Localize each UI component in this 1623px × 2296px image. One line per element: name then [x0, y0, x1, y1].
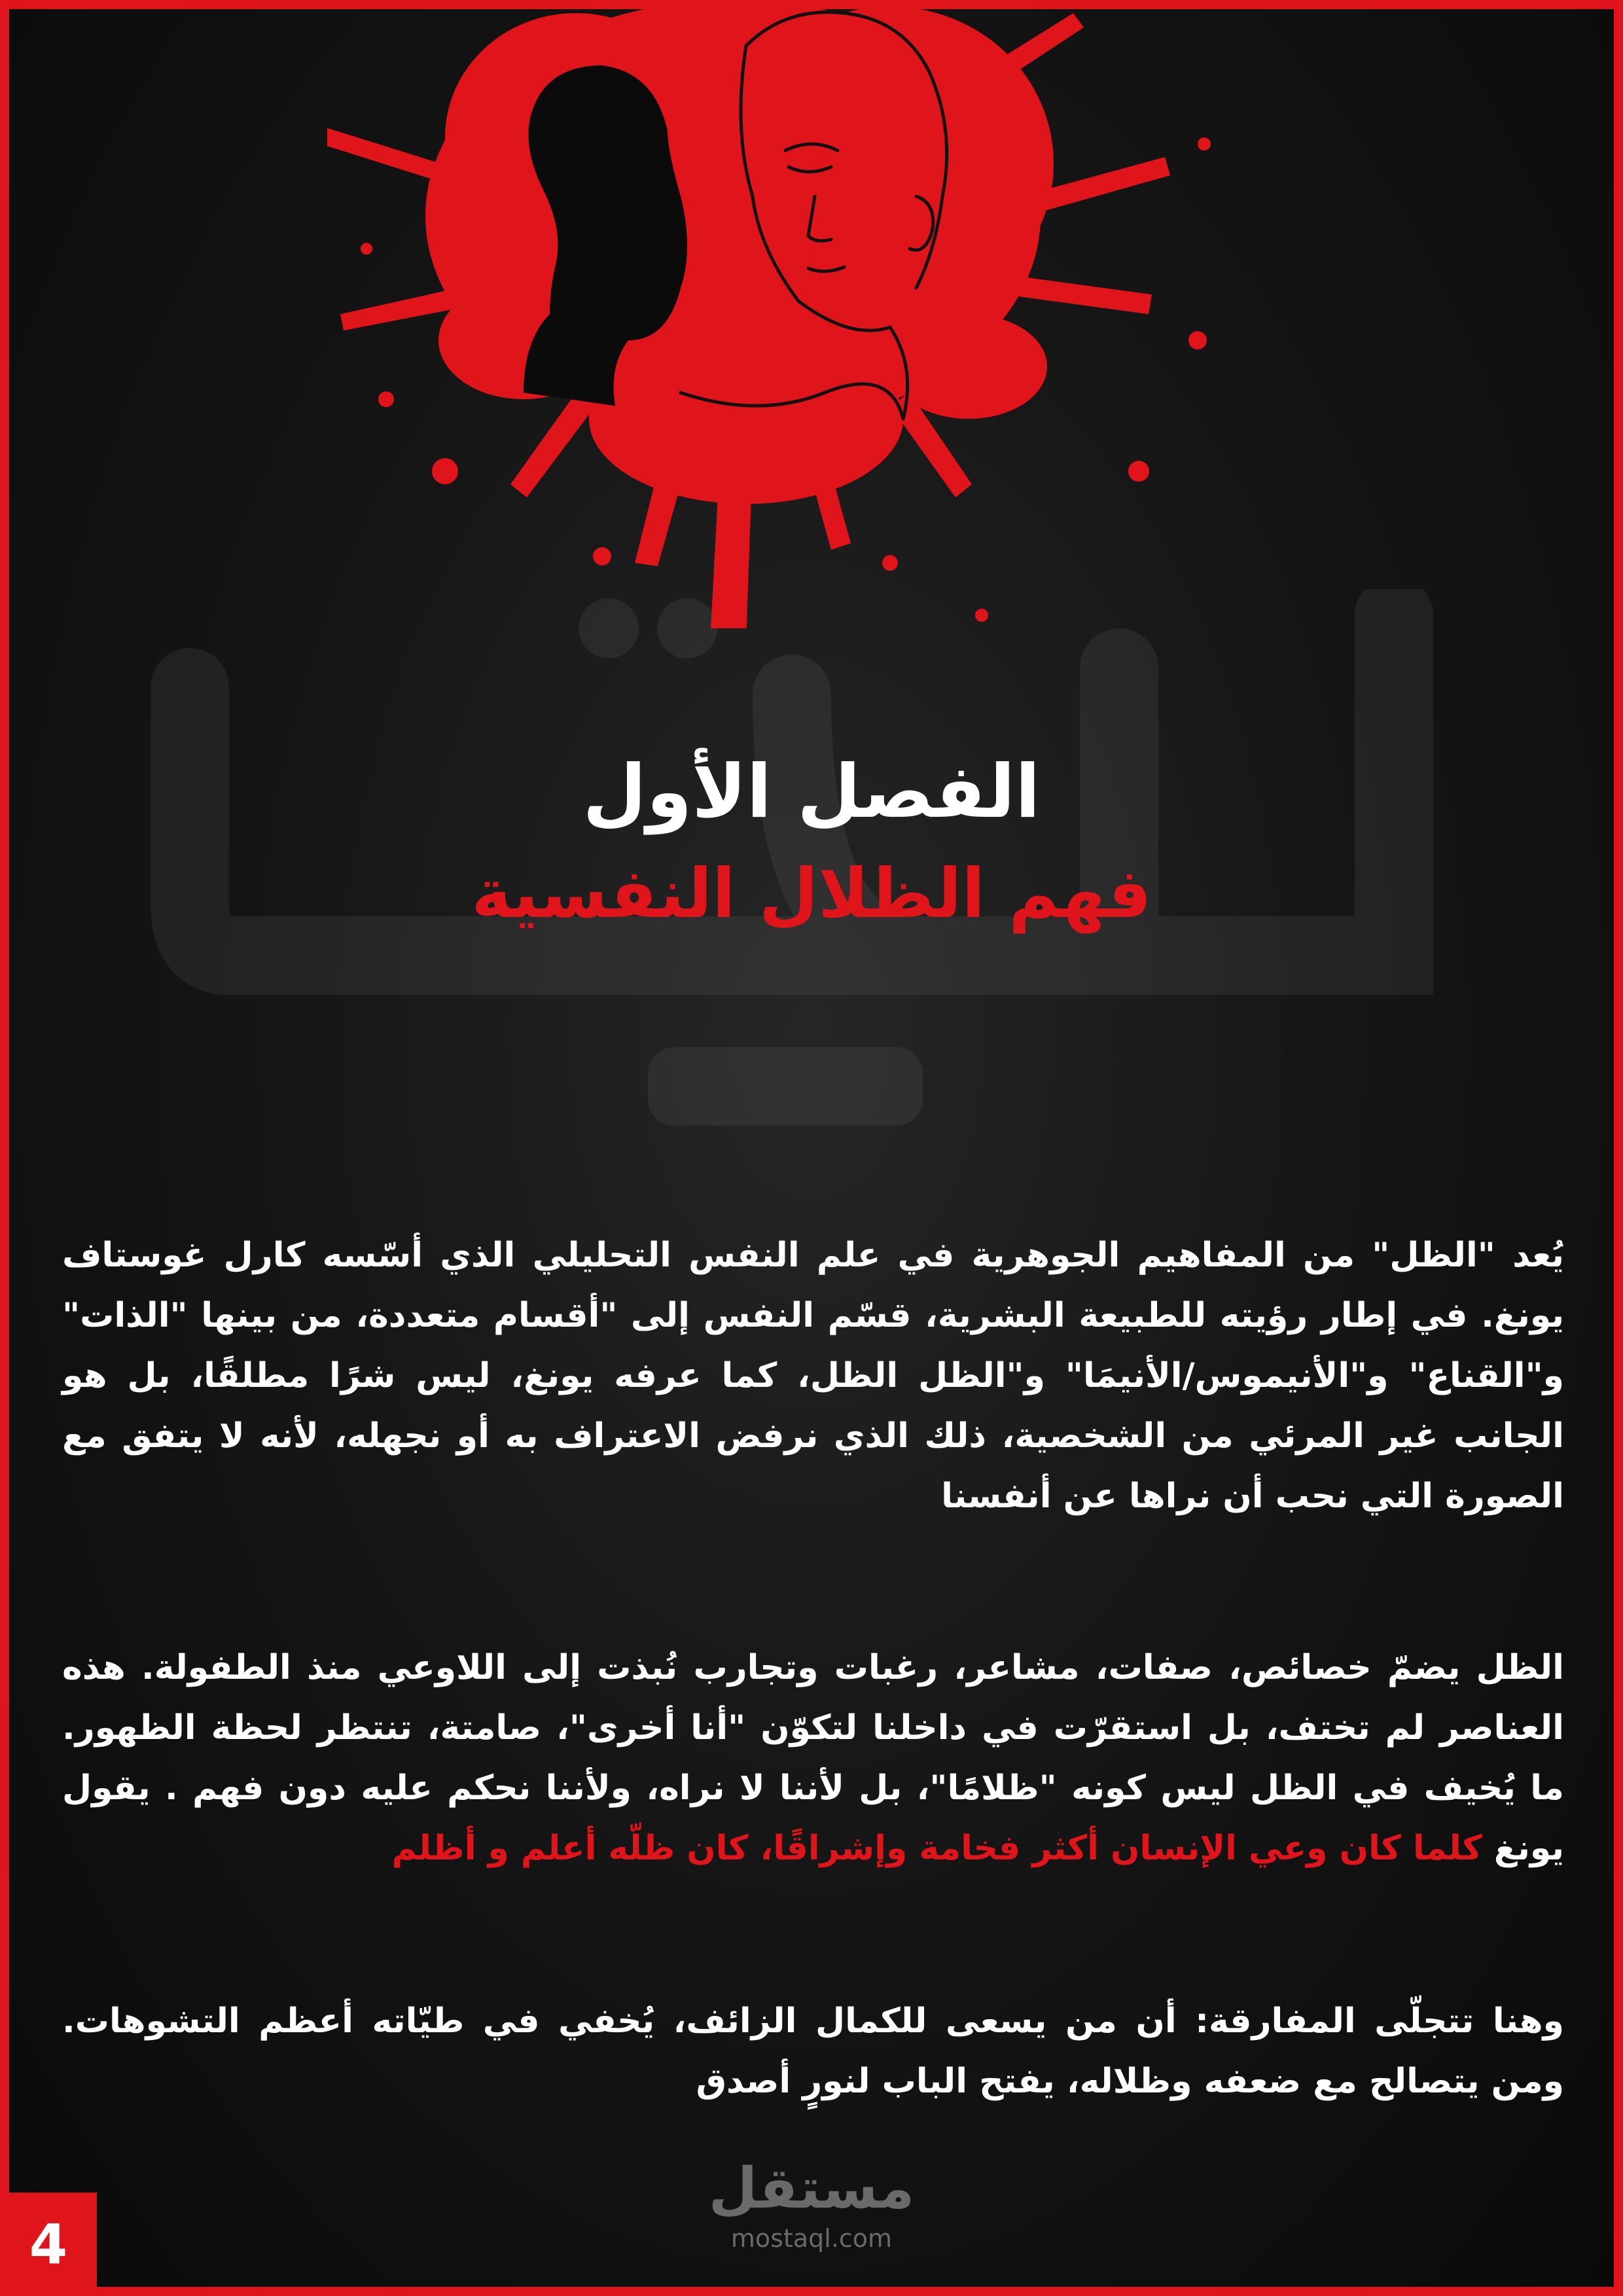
- body-paragraph-3: وهنا تتجلّى المفارقة: أن من يسعى للكمال الزائف، يُخفي في طيّاته أعظم التشوهات. ومن يتصالح مع ضعفه وظلاله، يفتح الباب لنورٍ أصدق: [62, 2001, 1564, 2101]
- chapter-title: الفصل الأول: [582, 749, 1041, 834]
- body-paragraph-2: [62, 1638, 1564, 1878]
- paragraph-2-text: الظل يضمّ خصائص، صفات، مشاعر، رغبات وتجارب نُبذت إلى اللاوعي منذ الطفولة. هذه العناصر لم تختف، بل استقرّت في داخلنا لتكوّن "أنا أخرى"، صامتة، تنتظر لحظة الظهور. ما يُخيف في الظل ليس كونه "ظلامًا"، بل لأننا لا نراه، ولأننا نحكم عليه دون فهم . يقول يونغ: [62, 1648, 1564, 1868]
- logo-wordmark: مستقل: [708, 2156, 915, 2221]
- mostaql-logo: [707, 2153, 916, 2258]
- body-paragraph-1: يُعد "الظل" من المفاهيم الجوهرية في علم النفس التحليلي الذي أسّسه كارل غوستاف يونغ. في إطار رؤيته للطبيعة البشرية، قسّم النفس إلى "أقسام متعددة، من بينها "الذات" و"القناع" و"الأنيموس/الأنيمَا" و"الظل الظل، كما عرفه يونغ، ليس شرًا مطلقًا، بل هو الجانب غير المرئي من الشخصية، ذلك الذي نرفض الاعتراف به أو نجهله، لأنه لا يتفق مع الصورة التي نحب أن نراها عن أنفسنا: [62, 1236, 1564, 1516]
- jung-quote: كلما كان وعي الإنسان أكثر فخامة وإشراقًا، كان ظلّه أعلم و أظلم: [391, 1829, 1482, 1868]
- page-number-badge: 4: [0, 2193, 97, 2296]
- logo-url: mostaql.com: [730, 2224, 893, 2253]
- chapter-subtitle: فهم الظلال النفسية: [471, 853, 1152, 933]
- shadow-face-illustration: [327, 0, 1309, 628]
